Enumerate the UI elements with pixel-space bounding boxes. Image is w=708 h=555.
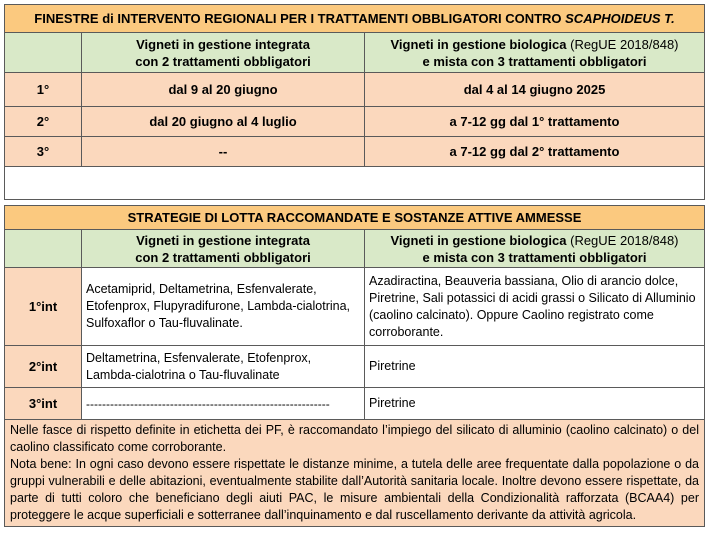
window-biologica: dal 4 al 14 giugno 2025 — [365, 73, 705, 107]
substances-biologica: Azadiractina, Beauveria bassiana, Olio di arancio dolce, Piretrine, Sali potassici di acidi grassi o Silicato di Alluminio (caolino calcinato). Oppure Caolino registrato come corroborante. — [365, 268, 705, 346]
table2-header-integrata — [82, 230, 365, 268]
header-regue: (RegUE 2018/848) — [566, 36, 679, 52]
header-bold: Vigneti in gestione biologica — [390, 36, 567, 52]
strategies-table — [4, 205, 705, 527]
window-integrata: dal 20 giugno al 4 luglio — [82, 107, 365, 137]
table2-header-empty — [5, 230, 82, 268]
substances-integrata: ------------------------------------------------------------- — [82, 388, 365, 420]
intervention-windows-table — [4, 4, 705, 200]
row-label: 2°int — [5, 346, 82, 388]
table1-header-integrata — [82, 33, 365, 73]
window-integrata: -- — [82, 137, 365, 167]
header-line — [369, 232, 700, 249]
window-biologica: a 7-12 gg dal 1° trattamento — [365, 107, 705, 137]
header-line: e mista con 3 trattamenti obbligatori — [422, 53, 647, 69]
table1-title — [5, 5, 705, 33]
table1-title-main: FINESTRE di INTERVENTO REGIONALI PER I TRATTAMENTI OBBLIGATORI CONTRO — [34, 11, 566, 26]
header-line — [369, 36, 700, 53]
row-label: 3° — [5, 137, 82, 167]
substances-integrata: Acetamiprid, Deltametrina, Esfenvalerate, Etofenprox, Flupyradifurone, Lambda-cialotrina, Sulfoxaflor o Tau-fluvalinate. — [82, 268, 365, 346]
header-regue: (RegUE 2018/848) — [566, 232, 679, 248]
row-label: 3°int — [5, 388, 82, 420]
note-buffer-zones: Nelle fasce di rispetto definite in etichetta dei PF, è raccomandato l’impiego del silicato di alluminio (caolino calcinato) o del caolino classificato come corroborante. — [10, 423, 699, 454]
window-integrata: dal 9 al 20 giugno — [82, 73, 365, 107]
header-bold: Vigneti in gestione biologica — [390, 232, 567, 248]
table1-header-empty — [5, 33, 82, 73]
row-label: 1°int — [5, 268, 82, 346]
substances-integrata: Deltametrina, Esfenvalerate, Etofenprox, Lambda-cialotrina o Tau-fluvalinate — [82, 346, 365, 388]
row-label: 2° — [5, 107, 82, 137]
header-line: con 2 trattamenti obbligatori — [135, 249, 311, 265]
notes-cell — [5, 420, 705, 527]
substances-biologica: Piretrine — [365, 388, 705, 420]
window-biologica: a 7-12 gg dal 2° trattamento — [365, 137, 705, 167]
table-spacer — [5, 167, 705, 200]
header-line: e mista con 3 trattamenti obbligatori — [422, 249, 647, 265]
header-line: con 2 trattamenti obbligatori — [135, 53, 311, 69]
header-line: Vigneti in gestione integrata — [136, 232, 310, 248]
header-line: Vigneti in gestione integrata — [136, 36, 310, 52]
note-bene: Nota bene: In ogni caso devono essere rispettate le distanze minime, a tutela delle aree frequentate dalla popolazione o da gruppi vulnerabili e delle abitazioni, eventualmente stabilite dall’Autorità sanitaria locale. Inoltre devono essere rispettate, da parte di tutti coloro che beneficiano degli aiuti PAC, le misure ambientali della Condizionalità rafforzata (BCAA4) per proteggere le acque superficiali e sotterranee dall’inquinamento e dal ruscellamento derivante da attività agricola. — [10, 457, 699, 522]
table2-title: STRATEGIE DI LOTTA RACCOMANDATE E SOSTANZE ATTIVE AMMESSE — [5, 206, 705, 230]
substances-biologica: Piretrine — [365, 346, 705, 388]
row-label: 1° — [5, 73, 82, 107]
table1-header-biologica — [365, 33, 705, 73]
table2-header-biologica — [365, 230, 705, 268]
table1-title-italic: SCAPHOIDEUS T. — [565, 11, 675, 26]
